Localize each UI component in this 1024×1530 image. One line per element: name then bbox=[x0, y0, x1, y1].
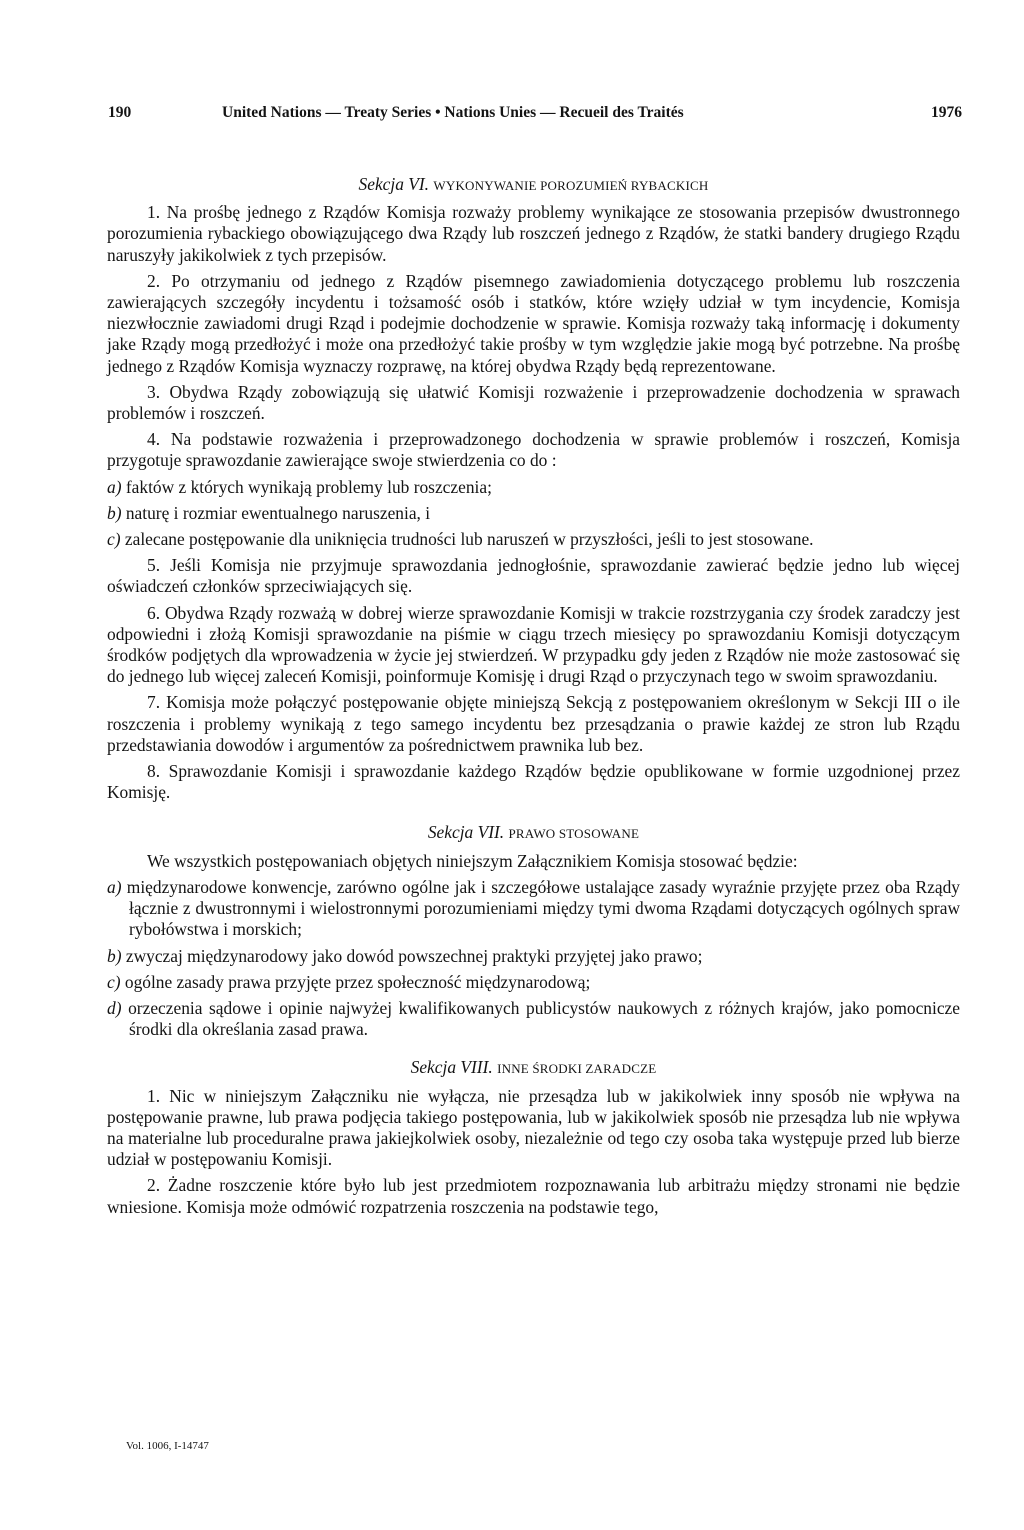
item-text: ogólne zasady prawa przyjęte przez społeczność międzynarodową; bbox=[124, 971, 591, 992]
item-text: naturę i rozmiar ewentualnego naruszenia, i bbox=[125, 502, 431, 523]
section-heading-vii bbox=[107, 822, 960, 844]
paragraph: We wszystkich postępowaniach objętych niniejszym Załącznikiem Komisja stosować będzie: bbox=[147, 850, 798, 871]
paragraph: 3. Obydwa Rządy zobowiązują się ułatwić Komisji rozważenie i przeprowadzenie dochodzenia w sprawach problemów i roszczeń. bbox=[107, 381, 960, 424]
item-letter: c) bbox=[107, 971, 121, 992]
list-item bbox=[107, 529, 960, 550]
spacer bbox=[107, 808, 960, 822]
running-title: United Nations — Treaty Series • Nations Unies — Recueil des Traités bbox=[222, 104, 684, 121]
paragraph: 8. Sprawozdanie Komisji i sprawozdanie każdego Rządów będzie opublikowane w formie uzgodnionej przez Komisję. bbox=[107, 761, 960, 803]
section-label: Sekcja VII. bbox=[427, 822, 505, 843]
document-body bbox=[107, 174, 960, 1223]
paragraph: 4. Na podstawie rozważenia i przeprowadzonego dochodzenia w sprawie problemów i roszczeń, Komisja przygotuje sprawozdanie zawierające swoje stwierdzenia co do : bbox=[107, 429, 960, 471]
section-label: Sekcja VI. bbox=[358, 174, 430, 194]
list-item bbox=[107, 998, 960, 1040]
paragraph: 2. Po otrzymaniu od jednego z Rządów pisemnego zawiadomienia dotyczącego problemu lub roszczenia zawierających szczegóły incydentu i tożsamość osób i statków, które wzięły udział w tym incydencie, Komisja niezwłocznie zawiadomi drugi Rząd i podejmie dochodzenie w sprawie. Komisja rozważy taką informację i dokumenty jake Rządy mogą przedłożyć i może ona przedłożyć takie prośby w tym względzie jakie mogą być potrzebne. Na prośbę jednego z Rządów Komisja wyznaczy rozprawę, na której obydwa Rządy będą reprezentowane. bbox=[107, 270, 960, 376]
item-letter: d) bbox=[107, 997, 122, 1018]
paragraph: 7. Komisja może połączyć postępowanie objęte miniejszą Sekcją z postępowaniem określonym w Sekcji III o ile roszczenia i problemy wynikają z tego samego incydentu bez przesądzania o prawie każdej ze stron lub Rządu przedstawiania dowodów i argumentów za pośrednictwem prawnika lub bez. bbox=[107, 692, 960, 755]
paragraph: 6. Obydwa Rządy rozważą w dobrej wierze sprawozdanie Komisji w trakcie rozstrzygania czy środek zaradczy jest odpowiedni i złożą Komisji sprawozdanie na piśmie w ciągu trzech miesięcy po sprawozdaniu Komisji dotyczącym środków podjętych dla wprowadzenia w życie jej stwierdzeń. W przypadku gdy jeden z Rządów nie może zastosować się do jednego lub więcej zaleceń Komisji, poinformuje Komisję i drugi Rząd o przyczynach tego w swoim sprawozdaniu. bbox=[107, 602, 960, 687]
paragraph: 2. Żadne roszczenie które było lub jest przedmiotem rozpoznawania lub arbitrażu między stronami nie będzie wniesione. Komisja może odmówić rozpatrzenia roszczenia na podstawie tego, bbox=[107, 1175, 960, 1217]
item-letter: b) bbox=[107, 502, 122, 523]
item-text: zwyczaj międzynarodowy jako dowód powszechnej praktyki przyjętej jako prawo; bbox=[125, 945, 703, 966]
item-text: międzynarodowe konwencje, zarówno ogólne jak i szczegółowe ustalające zasady wyraźnie przyjęte przez oba Rządy łącznie z dwustronnymi i wielostronnymi porozumieniami między tymi dwoma Rządami dotyczących ogólnych spraw rybołówstwa i morskich; bbox=[126, 876, 960, 940]
section-title: PRAWO STOSOWANE bbox=[508, 826, 640, 842]
list-item bbox=[107, 877, 960, 941]
list-item bbox=[107, 503, 960, 524]
item-letter: a) bbox=[107, 876, 122, 897]
item-letter: a) bbox=[107, 476, 122, 497]
paragraph: 1. Na prośbę jednego z Rządów Komisja rozważy problemy wynikające ze stosowania przepisów dwustronnego porozumienia rybackiego obowiązującego dwa Rządy lub roszczeń jednego z Rządów, że statki bandery drugiego Rządu naruszyły jakikolwiek z tych przepisów. bbox=[107, 202, 960, 265]
paragraph: 5. Jeśli Komisja nie przyjmuje sprawozdania jednogłośnie, sprawozdanie zawierać będzie jedno lub więcej oświadczeń członków sprzeciwiających się. bbox=[107, 555, 960, 597]
item-text: faktów z których wynikają problemy lub roszczenia; bbox=[125, 476, 492, 497]
item-letter: b) bbox=[107, 945, 122, 966]
list-item bbox=[107, 972, 960, 993]
item-text: zalecane postępowanie dla uniknięcia trudności lub naruszeń w przyszłości, jeśli to jest stosowane. bbox=[124, 529, 814, 550]
list-item bbox=[107, 946, 960, 967]
spacer bbox=[107, 1045, 960, 1057]
section-title: WYKONYWANIE POROZUMIEŃ RYBACKICH bbox=[433, 178, 709, 193]
item-letter: c) bbox=[107, 529, 121, 550]
paragraph: 1. Nic w niniejszym Załączniku nie wyłącza, nie przesądza lub w jakikolwiek inny sposób nie wpływa na postępowanie prawne, lub prawa podjęcia takiego postępowania, lub w jakikolwiek sposób nie przesądza lub nie wpływa na materialne lub proceduralne prawa jakiejkolwiek osoby, niezależnie od tego czy osoba taka występuje przed lub bierze udział w postępowaniu Komisji. bbox=[107, 1085, 960, 1170]
page-number: 190 bbox=[108, 104, 132, 121]
list-item bbox=[107, 477, 960, 498]
item-text: orzeczenia sądowe i opinie najwyżej kwalifikowanych publicystów naukowych z różnych krajów, jako pomocnicze środki dla określania zasad prawa. bbox=[128, 997, 960, 1040]
section-label: Sekcja VIII. bbox=[410, 1057, 493, 1078]
footer-reference: Vol. 1006, I-14747 bbox=[126, 1440, 209, 1452]
section-heading-vi bbox=[107, 174, 960, 196]
section-heading-viii bbox=[107, 1057, 960, 1079]
header-year: 1976 bbox=[931, 104, 962, 121]
section-title: INNE ŚRODKI ZARADCZE bbox=[497, 1061, 657, 1077]
